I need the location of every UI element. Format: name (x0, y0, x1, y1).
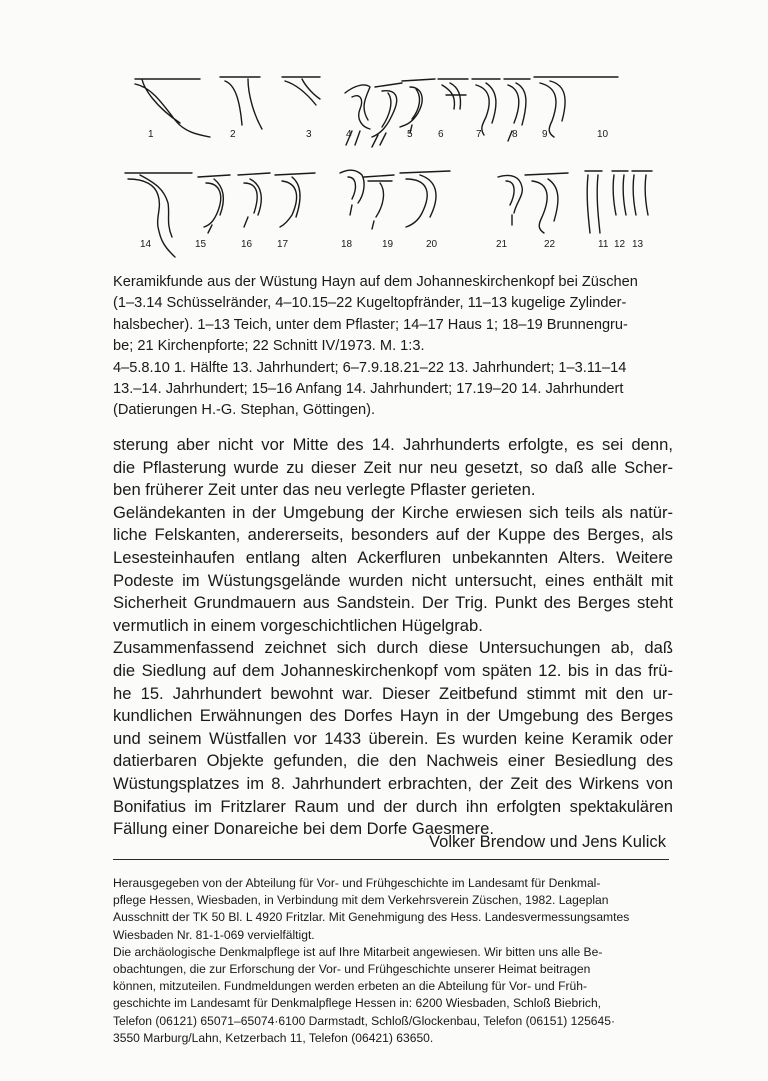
profile-11 (585, 171, 602, 233)
body-line: die Pflasterung wurde zu dieser Zeit nur neu gesetzt, so daß alle Scher- (113, 457, 673, 477)
caption-line: 13.–14. Jahrhundert; 15–16 Anfang 14. Jahrhundert; 17.19–20 14. Jahrhundert (113, 381, 624, 398)
figure-label: 5 (407, 129, 413, 140)
body-line: he 15. Jahrhundert bewohnt war. Dieser Zeitbefund stimmt mit den ur- (113, 683, 673, 703)
figure-label: 2 (230, 129, 236, 140)
figure-label: 4 (346, 129, 352, 140)
figure-label: 3 (306, 129, 312, 140)
profile-7 (438, 79, 468, 109)
profile-2 (220, 77, 262, 129)
profile-13 (632, 171, 652, 215)
figure-label: 8 (512, 129, 518, 140)
footer-line: können, mitzuteilen. Fundmeldungen werden erbeten an die Abteilung für Vor- und Früh- (113, 979, 587, 994)
figure-label: 16 (241, 239, 253, 250)
body-line: sterung aber nicht vor Mitte des 14. Jahrhunderts erfolgte, es sei denn, (113, 435, 673, 454)
figure-label: 20 (426, 239, 438, 250)
body-line: kundlichen Erwähnungen des Dorfes Hayn in der Umgebung des Berges (113, 706, 673, 726)
profile-18 (340, 170, 364, 215)
footer-line: Ausschnitt der TK 50 Bl. L 4920 Fritzlar. Mit Genehmigung des Hess. Landesvermessungsamtes (113, 910, 630, 925)
profile-22 (525, 173, 568, 233)
body-line: Sicherheit Grundmauern aus Sandstein. Der Trig. Punkt des Berges steht (113, 593, 673, 613)
figure-labels-bottom (140, 239, 644, 250)
body-line: Geländekanten in der Umgebung der Kirche erwiesen sich teils als natür- (113, 502, 673, 522)
body-line: ben früherer Zeit unter das neu verlegte Pflaster gerieten. (113, 480, 536, 500)
profile-15 (198, 175, 230, 233)
pottery-profiles-figure (120, 65, 660, 270)
profile-6 (400, 79, 435, 133)
profile-16 (238, 173, 270, 227)
footer-line: Die archäologische Denkmalpflege ist auf Ihre Mitarbeit angewiesen. Wir bitten uns alle Be- (113, 944, 603, 959)
footer-line: Herausgegeben von der Abteilung für Vor- und Frühgeschichte im Landesamt für Denkmal- (113, 876, 601, 890)
profile-14 (125, 173, 192, 257)
figure-label: 15 (195, 239, 207, 250)
body-line: und seinem Wüstfallen vor 1433 überein. Es wurden keine Keramik oder (113, 728, 673, 748)
figure-label: 6 (438, 129, 444, 140)
footer-line: pflege Hessen, Wiesbaden, in Verbindung mit dem Verkehrsverein Züschen, 1982. Lageplan (113, 893, 609, 908)
figure-label: 10 (597, 129, 609, 140)
body-line: die Siedlung auf dem Johanneskirchenkopf vom späten 12. bis in das frü- (113, 660, 673, 680)
figure-label: 1 (148, 129, 154, 140)
figure-caption (113, 272, 673, 422)
figure-label: 21 (496, 239, 508, 250)
body-line: Zusammenfassend zeichnet sich durch diese Untersuchungen ab, daß (113, 638, 673, 658)
profile-10 (534, 77, 618, 137)
body-line: Podeste im Wüstungsgelände wurden nicht untersucht, eines enthält mit (113, 570, 673, 590)
figure-label: 7 (476, 129, 482, 140)
figure-label: 17 (277, 239, 289, 250)
profile-21 (498, 175, 522, 225)
footer-line: obachtungen, die zur Erforschung der Vor- und Frühgeschichte unserer Heimat beitragen (113, 962, 591, 977)
footer-line: Telefon (06121) 65071–65074·6100 Darmstadt, Schloß/Glockenbau, Telefon (06151) 125645· (113, 1013, 616, 1028)
caption-line: (1–3.14 Schüsselränder, 4–10.15–22 Kugeltopfränder, 11–13 kugelige Zylinder- (113, 295, 627, 312)
body-text (113, 434, 673, 841)
body-line: liche Felskanten, andererseits, besonders auf der Kuppe des Berges, als (113, 525, 673, 545)
profile-20 (400, 171, 450, 227)
footer-line: 3550 Marburg/Lahn, Ketzerbach 11, Telefon (06421) 63650. (113, 1030, 434, 1045)
footer-line: geschichte im Landesamt für Denkmalpflege Hessen in: 6200 Wiesbaden, Schloß Biebrich, (113, 996, 602, 1011)
body-line: Wüstungsplatzes im 8. Jahrhundert erbrachten, der Zeit des Wirkens von (113, 773, 673, 793)
figure-label: 18 (341, 239, 353, 250)
profile-19 (364, 175, 394, 229)
profile-5 (372, 83, 402, 147)
figure-label: 11 (598, 239, 609, 250)
pottery-profiles-drawing (120, 65, 660, 270)
caption-line: halsbecher). 1–13 Teich, unter dem Pflaster; 14–17 Haus 1; 18–19 Brunnengru- (113, 316, 628, 333)
footer-line: Wiesbaden Nr. 81-1-069 vervielfältigt. (113, 927, 315, 942)
body-line: vermutlich in einem vorgeschichtlichen Hügelgrab. (113, 615, 483, 635)
figure-label: 13 (632, 239, 644, 250)
body-line: Bonifatius im Fritzlarer Raum und der durch ihn erfolgten spektakulären (113, 796, 673, 816)
figure-label: 22 (544, 239, 556, 250)
figure-label: 14 (140, 239, 152, 250)
profile-1 (135, 79, 210, 137)
caption-line: Keramikfunde aus der Wüstung Hayn auf dem Johanneskirchenkopf bei Züschen (113, 274, 638, 290)
figure-label: 9 (542, 129, 548, 140)
footer-divider (113, 859, 669, 860)
profile-3 (282, 77, 320, 105)
profile-17 (275, 173, 315, 227)
body-line: Lesesteinhaufen entlang alten Ackerfluren unbekannten Alters. Weitere (113, 547, 673, 567)
body-line: datierbaren Objekte gefunden, die den Nachweis einer Besiedlung des (113, 751, 673, 771)
caption-line: (Datierungen H.-G. Stephan, Göttingen). (113, 402, 376, 419)
imprint-footer (113, 875, 673, 1047)
profile-8 (472, 79, 500, 135)
profile-12 (612, 171, 628, 215)
authors-signature: Volker Brendow und Jens Kulick (428, 832, 666, 851)
body-line: Fällung einer Donareiche bei dem Dorfe Gaesmere. (113, 819, 494, 839)
figure-label: 19 (382, 239, 394, 250)
figure-label: 12 (614, 239, 626, 250)
caption-line: 4–5.8.10 1. Hälfte 13. Jahrhundert; 6–7.9.18.21–22 13. Jahrhundert; 1–3.11–14 (113, 359, 627, 376)
caption-line: be; 21 Kirchenpforte; 22 Schnitt IV/1973. M. 1:3. (113, 338, 425, 355)
